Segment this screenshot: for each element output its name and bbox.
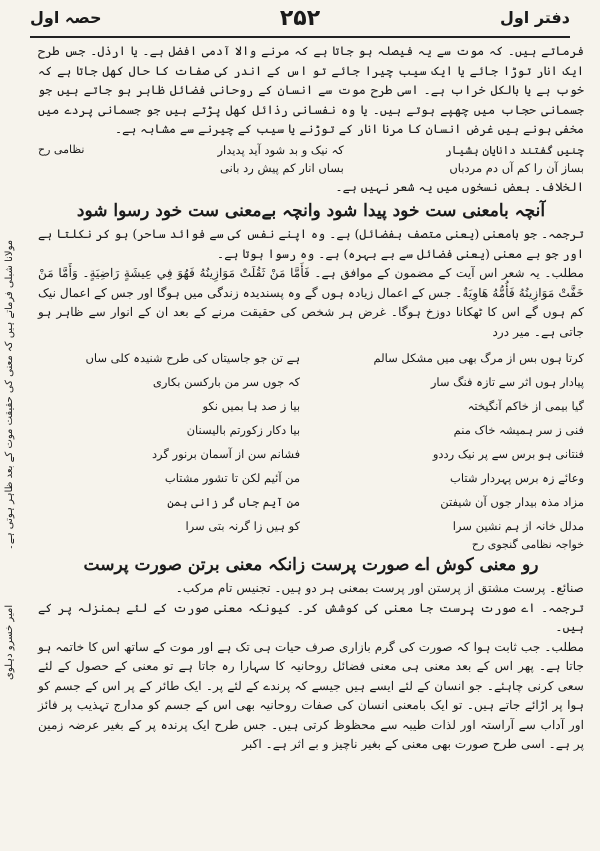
poem-line: کرتا ہوں بس از مرگ بھی میں مشکل سالم <box>373 351 584 365</box>
paragraph-explanation-2: مطلب۔ جب ثابت ہوا کہ صورت کی گرم بازاری صرف حیات ہی تک ہے اور موت کے ساتھ اس کا خاتمہ ہو جاتا ہے۔ پھر اس کے بعد معنی ہی معنی فضائل روحانیہ کا سہارا رہ جاتا ہے تو معنی کے حصول کے لئے سعی کرنی چاہئے۔ جو انسان کے لئے ایسے ہیں جیسے کہ پرندے کے لئے پر۔ ایک طائر کے پر اس کے جسم کو ہوا پر اڑائے جاتے ہیں۔ تو ایک بامعنی انسان کی صفات روحانیہ بھی اس کے جسم کو مدارج تہذیب پر فائز اور آداب سے آراستہ اور لذات طیبہ سے محظوظ کرتی ہیں۔ جس طرح ایک پرندہ پر کے بغیر عرضہ زمین پر ہے۔ اسی طرح صورت بھی معنی کے بغیر ناچیز و بے اثر ہے۔ اکبر <box>38 639 584 751</box>
page-number: ۲۵۲ <box>279 6 321 31</box>
poem-left-column <box>38 346 300 538</box>
margin-note-left: مولانا شبلی فرماتے ہیں کہ معنی کی حقیقت موت کے بعد ظاہر ہوتی ہے۔ <box>4 239 15 550</box>
couplet-line: بساں انار کم پیش رد بانی <box>220 160 344 175</box>
main-verse-2: رو معنی کوش اے صورت پرست زانکہ معنی برتن صورت پرست <box>83 555 539 575</box>
poem-line: گیا بیمی از خاکم آنگیختہ <box>467 399 584 413</box>
paragraph-intro: فرماتے ہیں۔ کہ موت سے یہ فیصلہ ہو جاتا ہے کہ مرنے والا آدمی افضل ہے۔ یا ارذل۔ جس طرح ایک انار توڑا جائے یا ایک سیب چیرا جائے تو اس کے اندر کی صفات کا حال کھل جاتا ہے کہ خوب ہے یا بالکل خراب ہے۔ اسی طرح موت سے انسان کے روحانی فضائل ظاہر ہو جاتے ہیں جو جسمانی حجاب میں چھپے ہوتے ہیں۔ یا وہ نفسانی رذائل کھل پڑتے ہیں جو جسمانی پردے میں مخفی ہونے ہیں غرض انسان کا مرنا انار کے توڑنے یا سیب کے چیرنے سے مشابہ ہے۔ <box>38 44 584 136</box>
couplet-nizami-2 <box>38 160 584 176</box>
page-header <box>30 4 570 38</box>
poem-line: فنی ز سر ہمیشہ خاک منم <box>453 423 584 437</box>
couplet-nizami-1 <box>38 142 584 158</box>
couplet-line: بساز آن را کم آں دم مردباں <box>449 160 584 175</box>
poem-block <box>38 346 584 538</box>
poem-line: کہ جوں سر من بارکسن بکاری <box>152 375 301 389</box>
couplet-line: کہ نیک و بد شود آید پدیدار <box>217 142 344 157</box>
poem-line: پیادار ہوں اثر سے تازہ فنگ سار <box>430 375 584 389</box>
page-body <box>38 42 584 839</box>
poem-line: فشانم سن از آسمان برنور گرد <box>151 447 301 461</box>
poem-line: بیا دکار زکورتم بالیسنان <box>186 423 301 437</box>
poem-line: فنتانی ہو برس سے پر نیک رددو <box>432 447 584 461</box>
poet-attribution: نظامی رح <box>38 142 85 156</box>
couplet-line: چنیں گفتند دانایان ہشیار <box>445 142 584 157</box>
poem-line: من آیم جاں گر زانی ہمن <box>167 495 301 509</box>
header-book-title: دفتر اول <box>499 8 570 27</box>
header-part-label: حصہ اول <box>30 8 102 27</box>
paragraph-translation-2: ترجمہ۔ اے صورت پرست جا معنی کی کوشش کر۔ کیونکہ معنی صورت کے لئے بمنزلہ پر کے ہیں۔ <box>38 600 584 634</box>
poem-poet-attribution: خواجہ نظامی گنجوی رح <box>471 538 584 551</box>
paragraph-explanation-1: مطلب۔ یہ شعر اس آیت کے مضمون کے موافق ہے۔ فَأَمَّا مَنْ ثَقُلَتْ مَوَازِينُهُ فَهُوَ فِي عِيشَةٍ رَاضِيَةٍ۔ وَأَمَّا مَنْ خَفَّتْ مَوَازِينُهُ فَأُمُّهُ هَاوِيَةٌ۔ جس کے اعمال زیادہ ہوں گے وہ پسندیدہ زندگی میں ہوگا اور جس کے اعمال نیک کم ہوں گے اس کا ٹھکانا دوزخ ہوگا۔ غرض ہر شخص کی حقیقت مرنے کے بعد ان کے انوار سے ظاہر ہو جاتی ہے۔ میر درد <box>38 266 584 339</box>
poem-line: بیا ز صد ہا بمیں نکو <box>202 399 301 413</box>
poem-line: وعائے زہ برس پہردار شتاب <box>450 471 584 485</box>
poem-line: مزاد مذہ بیدار جوں آن شیفتن <box>440 495 584 509</box>
paragraph-translation-1: ترجمہ۔ جو بامعنی (یعنی متصف بفضائل) ہے۔ وہ اپنے نفس کی سے فوائد ساحر) ہو کر نکلتا ہے اور جو بے معنی (یعنی فضائل سے بے بہرہ) ہے۔ وہ رسوا ہوتا ہے۔ <box>38 227 584 261</box>
poem-line: مدلل خانہ از ہم نشین سرا <box>452 519 584 533</box>
margin-note-left-2: امیر خسرو دہلوی <box>4 604 15 680</box>
poem-line: کو ہیں زا گرنہ بتی سرا <box>185 519 301 533</box>
poem-line: ہے تن جو جاسیتاں کی طرح شنیدہ کلی ساں <box>85 351 301 365</box>
paragraph-variant-note: الخلاف۔ بعض نسخوں میں یہ شعر نہیں ہے۔ <box>335 179 584 194</box>
poem-right-column <box>300 346 584 538</box>
main-verse-1: آنچہ بامعنی ست خود پیدا شود وانچہ بےمعنی ست خود رسوا شود <box>76 201 546 221</box>
paragraph-rhetoric: صنائع۔ پرست مشتق از پرستن اور پرست بمعنی ہر دو ہیں۔ تجنیس تام مرکب۔ <box>175 581 584 595</box>
poem-line: من آئیم لکن تا تشور مشتاب <box>164 471 301 485</box>
